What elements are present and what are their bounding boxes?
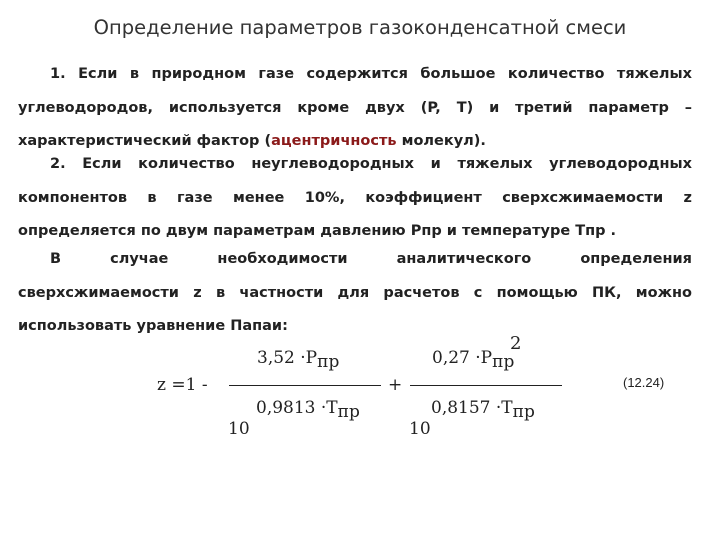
paragraph-1-line-1: 1. Если в природном газе содержится большое количество тяжелых [50, 66, 692, 82]
formula-base-1: 10 [228, 419, 250, 439]
formula-base-2: 10 [409, 419, 431, 439]
fraction-bar-1 [229, 385, 381, 386]
formula-numerator-2-sub: пр [492, 352, 515, 372]
paragraph-3-line-2: сверхсжимаемости z в частности для расчетов с помощью ПК, можно [18, 284, 692, 301]
paragraph-2-line-2: компонентов в газе менее 10%, коэффициент сверхсжимаемости z [18, 189, 692, 206]
paragraph-1-line-3-text: характеристический фактор ( [18, 133, 272, 149]
formula-exponent-1-sub: пр [337, 402, 360, 422]
formula-plus: + [388, 375, 403, 395]
formula-exponent-2-text: 0,8157 ·T [431, 398, 513, 418]
page-title: Определение параметров газоконденсатной смеси [93, 16, 627, 39]
formula-exponent-2-sub: пр [512, 402, 535, 422]
paragraph-2 [18, 148, 692, 249]
formula-numerator-1 [257, 348, 340, 372]
formula-exponent-1 [256, 398, 360, 422]
paragraph-3-line-3: использовать уравнение Папаи: [18, 318, 288, 334]
paragraph-1 [18, 58, 692, 159]
paragraph-2-line-1: 2. Если количество неуглеводородных и тяжелых углеводородных [50, 156, 692, 172]
equation-number: (12.24) [623, 375, 665, 390]
highlight-acentricity: ацентричность [271, 133, 397, 149]
formula-numerator-2-sup: 2 [510, 333, 522, 354]
formula-numerator-1-sub: пр [317, 352, 340, 372]
formula-numerator-1-text: 3,52 ·P [257, 348, 318, 368]
formula-lhs: z =1 - [157, 375, 208, 395]
paragraph-2-line-3: определяется по двум параметрам давлению Pпр и температуре Tпр . [18, 223, 617, 239]
formula-exponent-1-text: 0,9813 ·T [256, 398, 338, 418]
paragraph-1-line-3-end: молекул). [396, 133, 486, 149]
formula-numerator-2 [432, 348, 515, 372]
formula-numerator-2-text: 0,27 ·P [432, 348, 493, 368]
paragraph-1-line-2: углеводородов, используется кроме двух (P, T) и третий параметр – [18, 99, 692, 116]
fraction-bar-2 [410, 385, 562, 386]
formula-exponent-2 [431, 398, 535, 422]
paragraph-3-line-1: В случае необходимости аналитического определения [50, 251, 692, 267]
paragraph-3 [18, 243, 692, 344]
